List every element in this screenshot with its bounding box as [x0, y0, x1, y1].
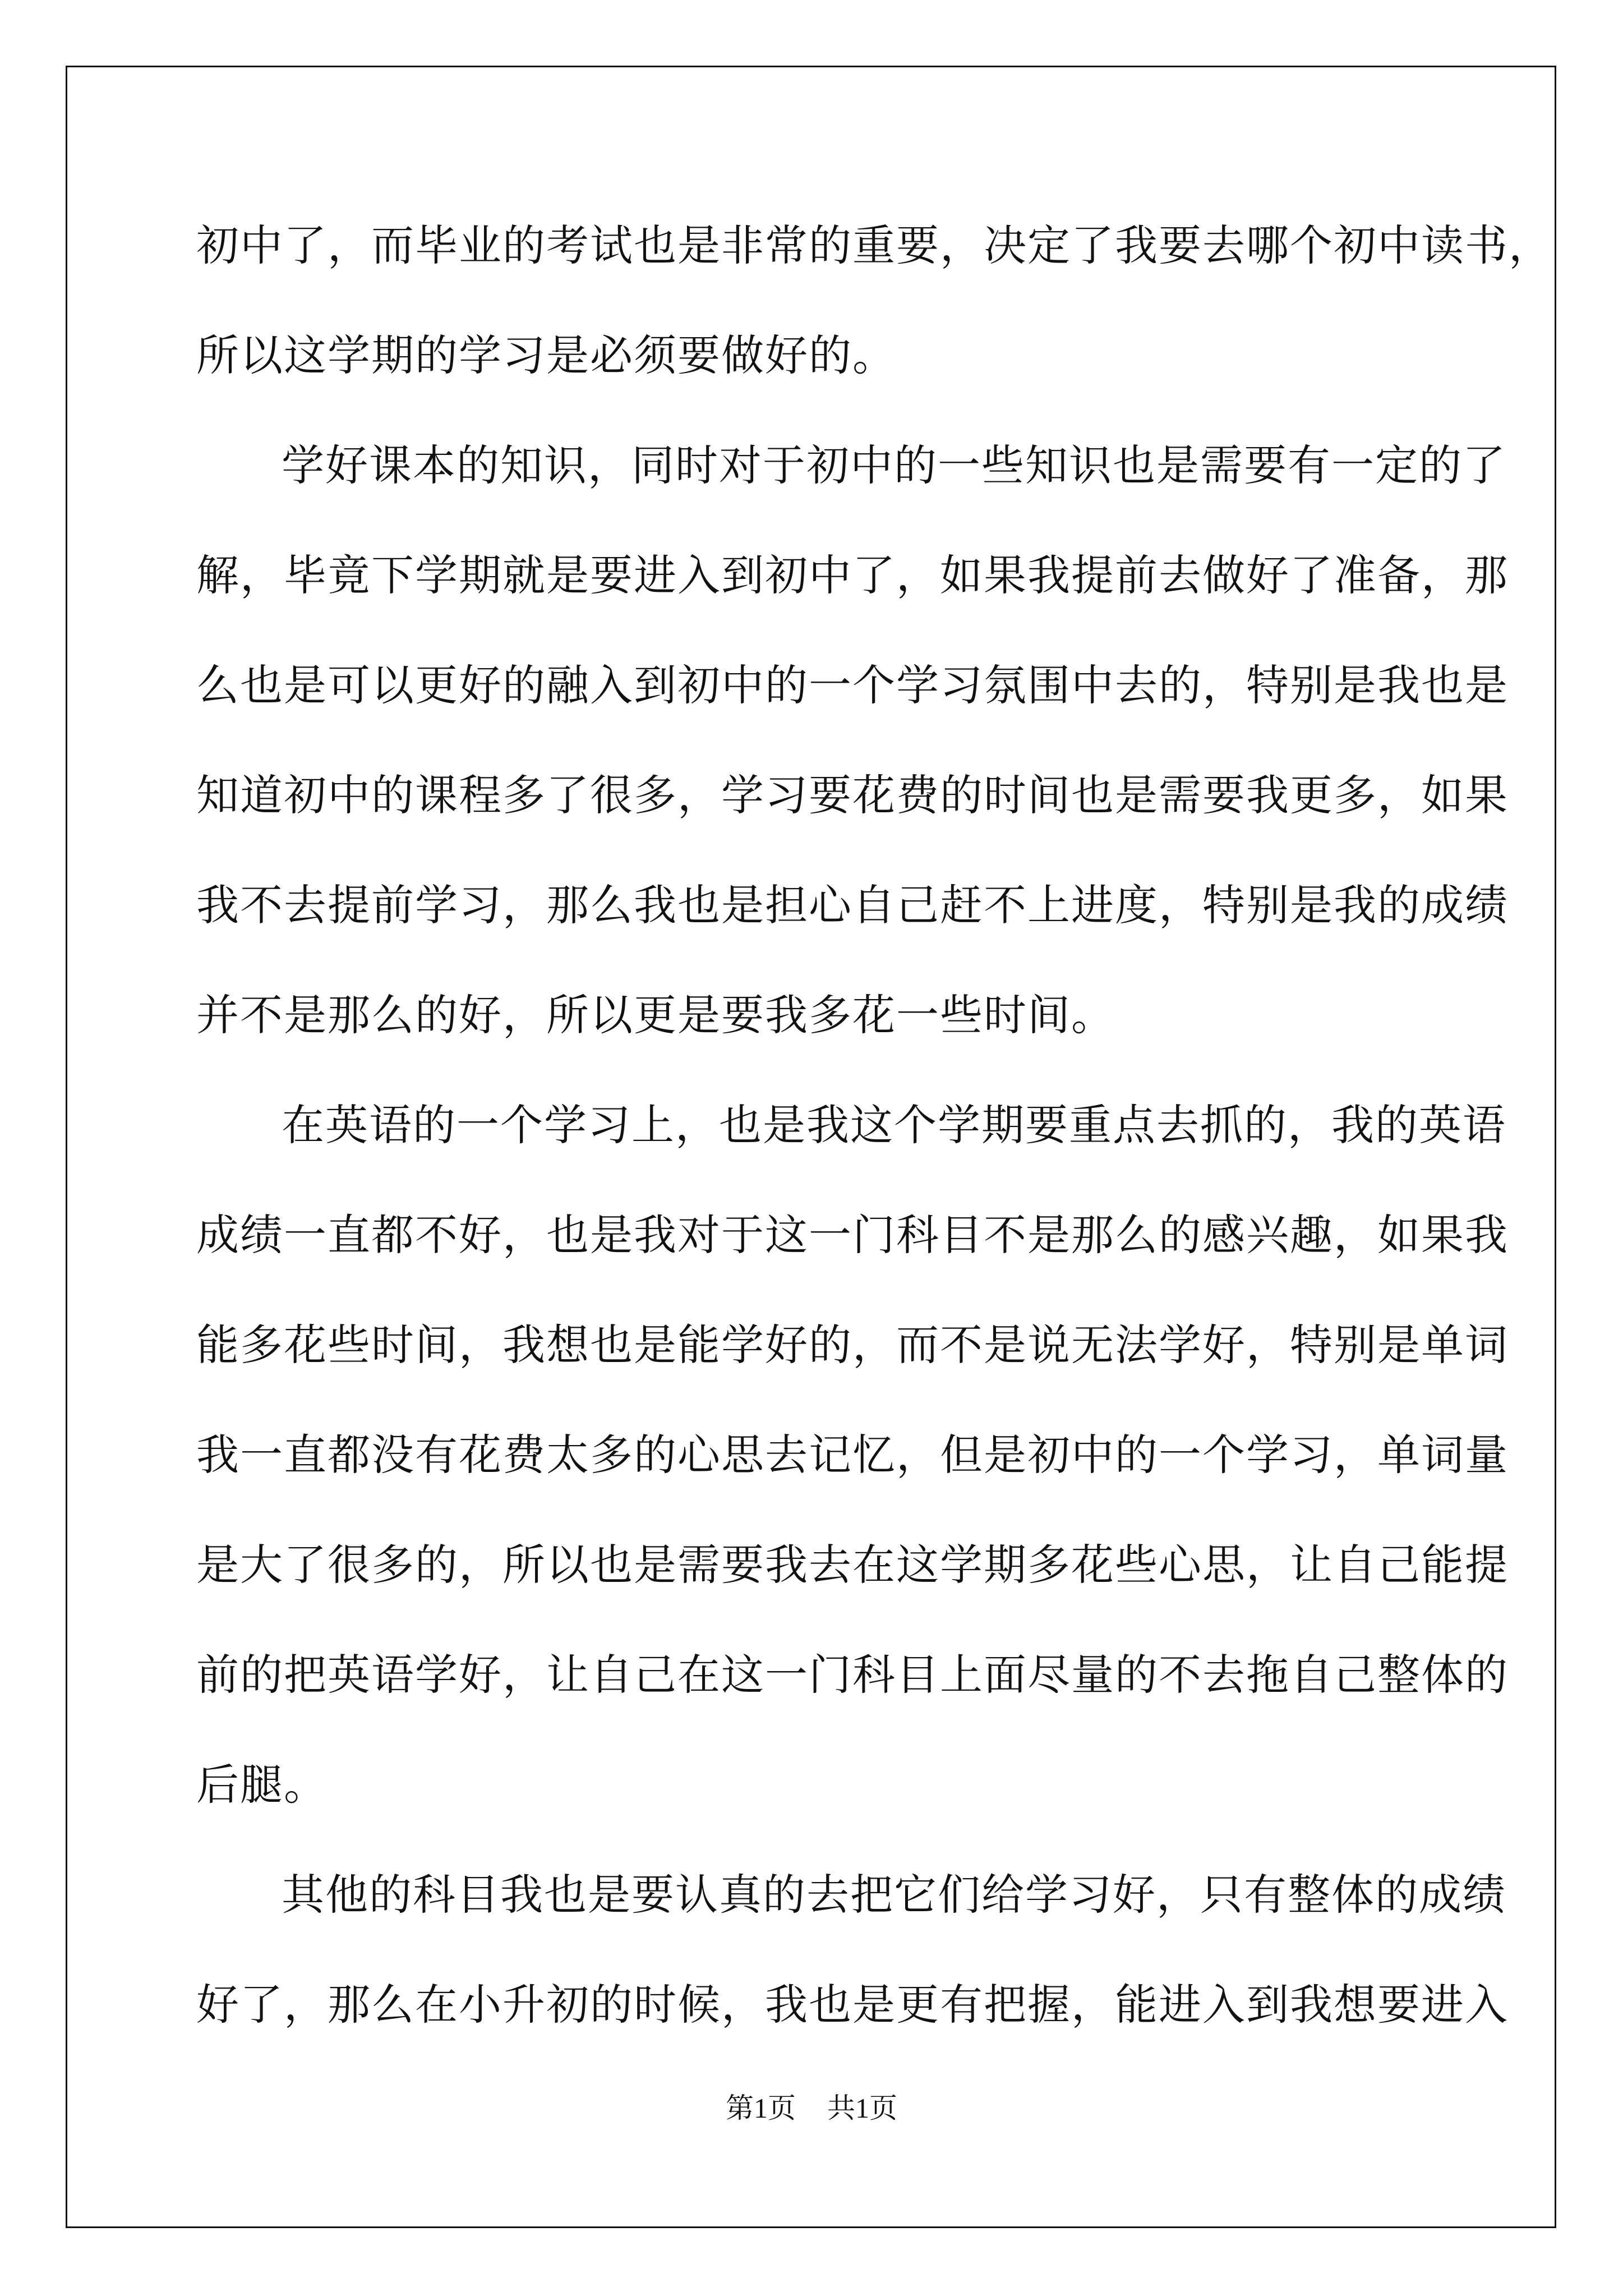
text-line: 我一直都没有花费太多的心思去记忆，但是初中的一个学习，单词量 [196, 1430, 1509, 1480]
page-total: 共1页 [827, 2092, 897, 2124]
text-line: 前的把英语学好，让自己在这一门科目上面尽量的不去拖自己整体的 [196, 1650, 1509, 1700]
text-line: 么也是可以更好的融入到初中的一个学习氛围中去的，特别是我也是 [196, 660, 1509, 710]
text-line: 在英语的一个学习上，也是我这个学期要重点去抓的，我的英语 [282, 1100, 1506, 1150]
text-line: 并不是那么的好，所以更是要我多花一些时间。 [196, 990, 1115, 1040]
text-line: 解，毕竟下学期就是要进入到初中了，如果我提前去做好了准备，那 [196, 550, 1509, 600]
text-line: 知道初中的课程多了很多，学习要花费的时间也是需要我更多，如果 [196, 770, 1509, 820]
text-line: 成绩一直都不好，也是我对于这一门科目不是那么的感兴趣，如果我 [196, 1210, 1509, 1260]
document-body [196, 191, 1552, 2060]
text-line: 是大了很多的，所以也是需要我去在这学期多花些心思，让自己能提 [196, 1540, 1509, 1590]
text-line: 我不去提前学习，那么我也是担心自己赶不上进度，特别是我的成绩 [196, 880, 1509, 930]
text-line: 其他的科目我也是要认真的去把它们给学习好，只有整体的成绩 [282, 1870, 1506, 1920]
page-footer [0, 2086, 1623, 2126]
text-line: 后腿。 [196, 1760, 328, 1810]
text-line: 初中了，而毕业的考试也是非常的重要，决定了我要去哪个初中读书， [196, 220, 1552, 270]
text-line: 所以这学期的学习是必须要做好的。 [196, 330, 896, 380]
text-line: 好了，那么在小升初的时候，我也是更有把握，能进入到我想要进入 [196, 1980, 1509, 2030]
text-line: 学好课本的知识，同时对于初中的一些知识也是需要有一定的了 [282, 440, 1506, 490]
page-number: 第1页 [726, 2092, 796, 2124]
text-line: 能多花些时间，我想也是能学好的，而不是说无法学好，特别是单词 [196, 1320, 1509, 1370]
